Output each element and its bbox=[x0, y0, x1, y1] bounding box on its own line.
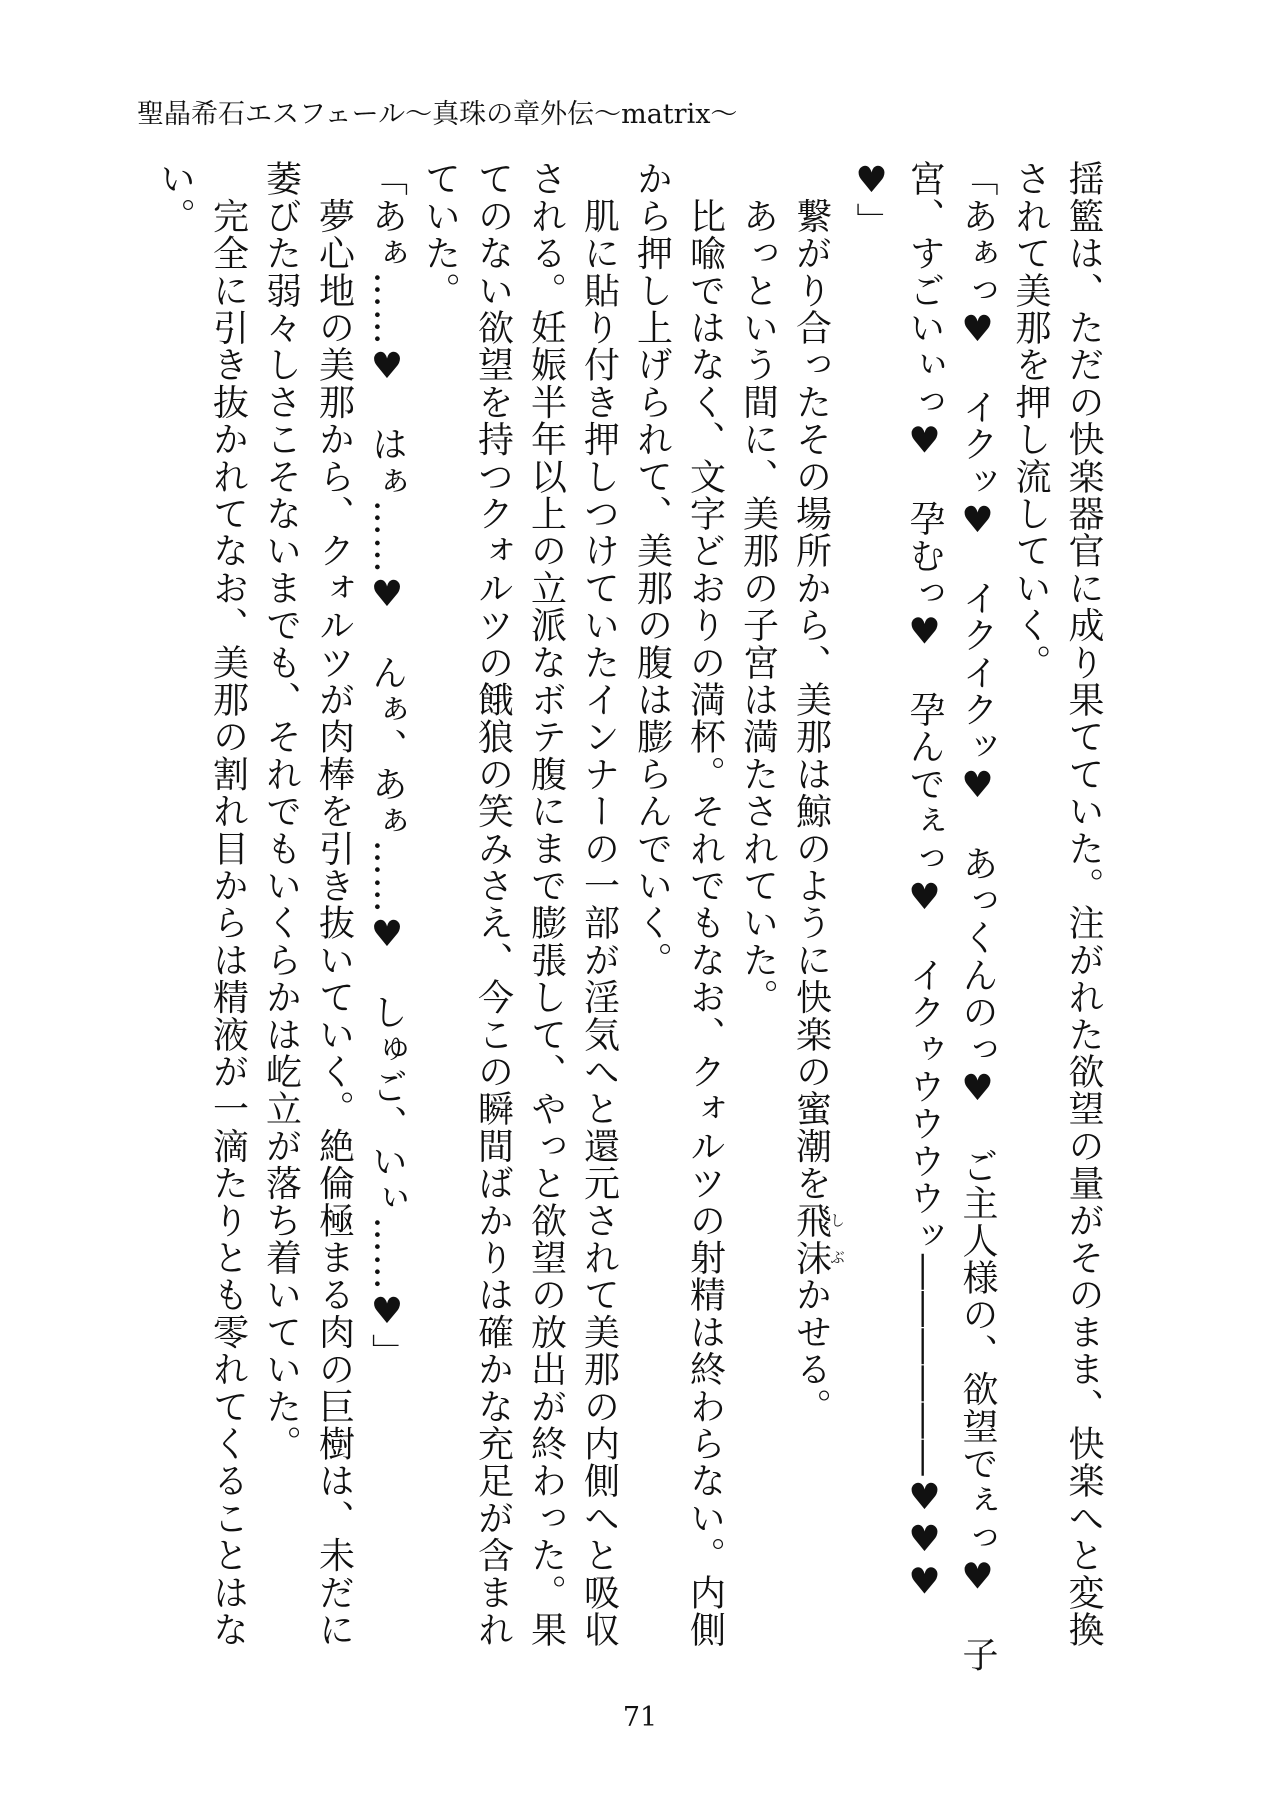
text-column: される。妊娠半年以上の立派なボテ腹にまで膨張して、やっと欲望の放出が終わった。果 bbox=[525, 160, 567, 1648]
ruby-annotation bbox=[790, 1201, 846, 1277]
text-segment: かせる。 bbox=[790, 1276, 832, 1425]
vertical-body-text bbox=[149, 160, 1111, 1690]
dialogue-column: ♥」 bbox=[851, 160, 892, 240]
text-column: されて美那を押し流していく。 bbox=[1010, 160, 1051, 681]
text-column: 夢心地の美那から、クォルツが肉棒を引き抜いていく。絶倫極まる肉の巨樹は、未だに bbox=[313, 160, 355, 1648]
page-number: 71 bbox=[622, 1702, 658, 1733]
running-header: 聖晶希石エスフェール〜真珠の章外伝〜matrix〜 bbox=[137, 99, 738, 130]
text-column: い。 bbox=[154, 160, 196, 235]
text-segment: 繋がり合ったその場所から、美那は鯨のように快楽の蜜潮を bbox=[790, 160, 832, 1202]
text-column: てのない欲望を持つクォルツの餓狼の笑みさえ、今この瞬間ばかりは確かな充足が含まれ bbox=[472, 160, 514, 1648]
text-column: あっという間に、美那の子宮は満たされていた。 bbox=[737, 160, 779, 1016]
ruby-base: 飛沫 bbox=[790, 1201, 832, 1277]
text-column: 完全に引き抜かれてなお、美那の割れ目からは精液が一滴たりとも零れてくることはな bbox=[207, 160, 249, 1648]
ruby-reading: しぶ bbox=[828, 1201, 846, 1277]
text-column: 比喩ではなく、文字どおりの満杯。それでもなお、クォルツの射精は終わらない。内側 bbox=[684, 160, 726, 1648]
dialogue-column: 「あぁ……♥ はぁ……♥ んぁ、あぁ……♥ しゅご、いぃ……♥」 bbox=[366, 160, 408, 1371]
dialogue-column: 宮、すごいぃっ♥ 孕むっ♥ 孕んでぇっ♥ イクゥウウウウッ――――――♥♥♥ bbox=[904, 160, 945, 1604]
text-column-with-ruby bbox=[785, 160, 846, 1690]
text-column: 肌に貼り付き押しつけていたインナーの一部が淫気へと還元されて美那の内側へと吸収 bbox=[578, 160, 620, 1648]
text-column: ていた。 bbox=[419, 160, 461, 309]
dialogue-column: 「あぁっ♥ イクッ♥ イクイクッ♥ あっくんのっ♥ ご主人様の、欲望でぇっ♥ 子 bbox=[957, 160, 998, 1673]
text-column: から押し上げられて、美那の腹は膨らんでいく。 bbox=[631, 160, 673, 979]
text-column: 揺籃は、ただの快楽器官に成り果てていた。注がれた欲望の量がそのまま、快楽へと変換 bbox=[1063, 160, 1104, 1648]
text-column: 萎びた弱々しさこそないまでも、それでもいくらかは屹立が落ち着いていた。 bbox=[260, 160, 302, 1462]
